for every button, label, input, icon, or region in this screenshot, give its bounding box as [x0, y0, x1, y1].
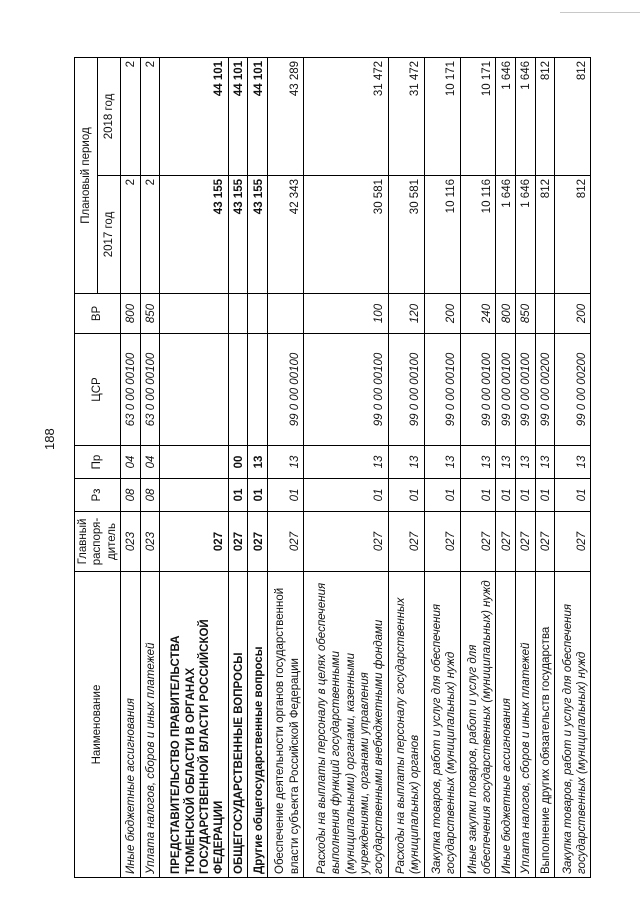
header-year-2018: 2018 год	[98, 57, 121, 175]
header-pr: Пр	[75, 446, 121, 479]
cell-2017: 30 581	[304, 176, 389, 294]
cell-name: Уплата налогов, сборов и иных платежей	[516, 572, 536, 878]
cell-pr: 13	[460, 446, 496, 479]
cell-csr: 99 0 00 00100	[424, 334, 460, 446]
cell-2017: 10 116	[460, 176, 496, 294]
cell-csr: 99 0 00 00100	[496, 334, 516, 446]
header-period: Плановый период	[75, 57, 98, 293]
cell-admin: 027	[160, 512, 228, 572]
cell-admin: 027	[535, 512, 555, 572]
cell-rz: 08	[121, 479, 141, 512]
cell-2018: 1 646	[496, 57, 516, 175]
cell-csr	[160, 334, 228, 446]
cell-name: ОБЩЕГОСУДАРСТВЕННЫЕ ВОПРОСЫ	[228, 572, 248, 878]
cell-name: ПРЕДСТАВИТЕЛЬСТВО ПРАВИТЕЛЬСТВА ТЮМЕНСКОЙ ОБЛАСТИ В ОРГАНАХ ГОСУДАРСТВЕННОЙ ВЛАСТИ РОССИЙСКОЙ ФЕДЕРАЦИИ	[160, 572, 228, 878]
cell-name: Обеспечение деятельности органов государственной власти субъекта Российской Федерации	[268, 572, 304, 878]
cell-2017: 43 155	[248, 176, 268, 294]
cell-rz: 08	[140, 479, 160, 512]
header-row-1	[75, 57, 98, 877]
table-row	[121, 57, 141, 877]
cell-vr: 240	[460, 294, 496, 334]
cell-2018: 43 289	[268, 57, 304, 175]
cell-vr	[160, 294, 228, 334]
cell-2018: 2	[140, 57, 160, 175]
cell-2018: 812	[555, 57, 591, 175]
table-row	[460, 57, 496, 877]
cell-rz: 01	[424, 479, 460, 512]
header-name: Наименование	[75, 572, 121, 878]
cell-rz: 01	[555, 479, 591, 512]
cell-rz: 01	[268, 479, 304, 512]
cell-admin: 023	[140, 512, 160, 572]
cell-csr: 63 0 00 00100	[140, 334, 160, 446]
cell-admin: 027	[555, 512, 591, 572]
cell-2017: 812	[555, 176, 591, 294]
cell-rz: 01	[248, 479, 268, 512]
page-number: 188	[42, 428, 57, 450]
budget-table	[74, 57, 591, 878]
cell-name: Расходы на выплаты персоналу в целях обеспечения выполнения функций государственными (муниципальными) органами, казенными учреждениями, органами управления государственными внебюджетными фондами	[304, 572, 389, 878]
cell-pr: 13	[268, 446, 304, 479]
table-row	[388, 57, 424, 877]
table-row	[424, 57, 460, 877]
cell-csr: 63 0 00 00100	[121, 334, 141, 446]
cell-name: Расходы на выплаты персоналу государственных (муниципальных) органов	[388, 572, 424, 878]
cell-admin: 027	[496, 512, 516, 572]
table-row	[516, 57, 536, 877]
cell-2018: 31 472	[388, 57, 424, 175]
cell-2017: 1 646	[496, 176, 516, 294]
cell-vr	[228, 294, 248, 334]
cell-pr: 13	[424, 446, 460, 479]
table-body	[121, 57, 591, 877]
cell-vr	[535, 294, 555, 334]
cell-csr: 99 0 00 00200	[555, 334, 591, 446]
cell-rz: 01	[535, 479, 555, 512]
cell-vr	[268, 294, 304, 334]
cell-vr: 200	[555, 294, 591, 334]
table-row	[555, 57, 591, 877]
cell-pr: 13	[535, 446, 555, 479]
cell-2017: 812	[535, 176, 555, 294]
cell-rz: 01	[516, 479, 536, 512]
cell-vr	[248, 294, 268, 334]
cell-rz: 01	[228, 479, 248, 512]
header-rz: Рз	[75, 479, 121, 512]
cell-csr: 99 0 00 00200	[535, 334, 555, 446]
cell-vr: 850	[516, 294, 536, 334]
cell-admin: 027	[304, 512, 389, 572]
cell-name: Закупка товаров, работ и услуг для обеспечения государственных (муниципальных) нужд	[555, 572, 591, 878]
table-row	[496, 57, 516, 877]
cell-admin: 027	[248, 512, 268, 572]
header-admin: Главный распоря-дитель	[75, 512, 121, 572]
cell-csr: 99 0 00 00100	[268, 334, 304, 446]
cell-2017: 1 646	[516, 176, 536, 294]
cell-admin: 027	[516, 512, 536, 572]
cell-2018: 10 171	[460, 57, 496, 175]
cell-name: Иные бюджетные ассигнования	[121, 572, 141, 878]
cell-pr	[160, 446, 228, 479]
table-row	[535, 57, 555, 877]
cell-2018: 812	[535, 57, 555, 175]
header-csr: ЦСР	[75, 334, 121, 446]
cell-2017: 43 155	[228, 176, 248, 294]
cell-admin: 027	[424, 512, 460, 572]
cell-name: Закупка товаров, работ и услуг для обеспечения государственных (муниципальных) нужд	[424, 572, 460, 878]
cell-2018: 44 101	[160, 57, 228, 175]
cell-admin: 027	[460, 512, 496, 572]
table-row	[160, 57, 228, 877]
cell-rz: 01	[388, 479, 424, 512]
cell-2018: 1 646	[516, 57, 536, 175]
cell-admin: 023	[121, 512, 141, 572]
cell-2018: 31 472	[304, 57, 389, 175]
table-row	[304, 57, 389, 877]
budget-table-wrapper	[74, 58, 588, 878]
scan-edge-line	[560, 12, 640, 13]
cell-2017: 30 581	[388, 176, 424, 294]
cell-rz	[160, 479, 228, 512]
cell-name: Другие общегосударственные вопросы	[248, 572, 268, 878]
table-row	[268, 57, 304, 877]
cell-vr: 200	[424, 294, 460, 334]
cell-csr: 99 0 00 00100	[304, 334, 389, 446]
cell-2017: 42 343	[268, 176, 304, 294]
cell-2018: 44 101	[248, 57, 268, 175]
cell-2018: 10 171	[424, 57, 460, 175]
cell-rz: 01	[460, 479, 496, 512]
cell-name: Выполнение других обязательств государства	[535, 572, 555, 878]
table-row	[228, 57, 248, 877]
cell-csr: 99 0 00 00100	[460, 334, 496, 446]
cell-pr: 13	[304, 446, 389, 479]
cell-2018: 2	[121, 57, 141, 175]
cell-csr: 99 0 00 00100	[388, 334, 424, 446]
cell-csr	[228, 334, 248, 446]
cell-rz: 01	[496, 479, 516, 512]
cell-pr: 04	[121, 446, 141, 479]
cell-name: Иные закупки товаров, работ и услуг для обеспечения государственных (муниципальных) нужд	[460, 572, 496, 878]
cell-vr: 100	[304, 294, 389, 334]
cell-pr: 00	[228, 446, 248, 479]
cell-pr: 13	[496, 446, 516, 479]
cell-pr: 13	[516, 446, 536, 479]
cell-2017: 10 116	[424, 176, 460, 294]
cell-csr	[248, 334, 268, 446]
cell-pr: 04	[140, 446, 160, 479]
cell-pr: 13	[248, 446, 268, 479]
cell-vr: 120	[388, 294, 424, 334]
cell-admin: 027	[228, 512, 248, 572]
cell-vr: 850	[140, 294, 160, 334]
cell-2017: 2	[121, 176, 141, 294]
header-year-2017: 2017 год	[98, 176, 121, 294]
cell-2017: 2	[140, 176, 160, 294]
cell-pr: 13	[555, 446, 591, 479]
table-row	[140, 57, 160, 877]
cell-pr: 13	[388, 446, 424, 479]
cell-2017: 43 155	[160, 176, 228, 294]
table-row	[248, 57, 268, 877]
cell-name: Иные бюджетные ассигнования	[496, 572, 516, 878]
cell-csr: 99 0 00 00100	[516, 334, 536, 446]
cell-vr: 800	[496, 294, 516, 334]
cell-2018: 44 101	[228, 57, 248, 175]
cell-rz: 01	[304, 479, 389, 512]
cell-admin: 027	[388, 512, 424, 572]
header-vr: ВР	[75, 294, 121, 334]
cell-admin: 027	[268, 512, 304, 572]
cell-name: Уплата налогов, сборов и иных платежей	[140, 572, 160, 878]
cell-vr: 800	[121, 294, 141, 334]
